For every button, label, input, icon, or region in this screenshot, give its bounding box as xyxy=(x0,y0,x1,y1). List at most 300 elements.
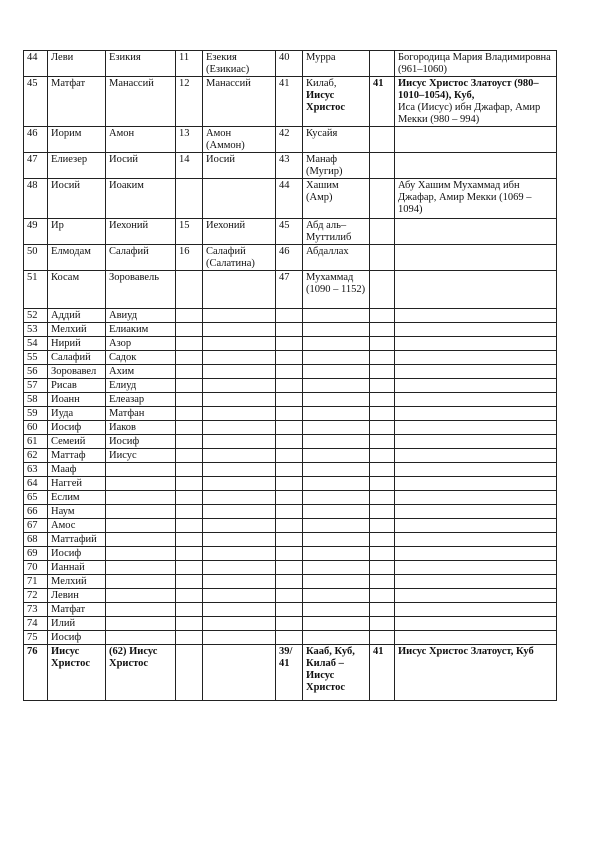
cell-text: 61 xyxy=(27,436,38,447)
name-col-c-cell xyxy=(203,337,276,351)
name-col-e-cell xyxy=(395,603,557,617)
name-col-e-cell xyxy=(395,179,557,219)
name-col-e-cell xyxy=(395,271,557,309)
table-row xyxy=(24,393,557,407)
row-number-cell xyxy=(24,477,48,491)
num-col-c-cell xyxy=(176,421,203,435)
num-col-e-cell xyxy=(370,179,395,219)
name-col-d-cell xyxy=(303,645,370,701)
num-col-d-cell xyxy=(276,449,303,463)
row-number-cell xyxy=(24,505,48,519)
cell-text: 16 xyxy=(179,246,190,257)
num-col-c-cell xyxy=(176,271,203,309)
name-col-e-cell xyxy=(395,51,557,77)
cell-text: Елиаким xyxy=(109,324,149,335)
cell-text: Аддий xyxy=(51,310,81,321)
name-col-b-cell xyxy=(106,379,176,393)
name-col-c-cell xyxy=(203,421,276,435)
cell-text: 48 xyxy=(27,180,38,191)
num-col-d-cell xyxy=(276,351,303,365)
num-col-d-cell xyxy=(276,631,303,645)
name-col-b-cell xyxy=(106,477,176,491)
cell-text: Авиуд xyxy=(109,310,138,321)
table-row xyxy=(24,309,557,323)
table-row xyxy=(24,435,557,449)
cell-text: 47 xyxy=(27,154,38,165)
name-col-c-cell xyxy=(203,519,276,533)
name-col-a-cell xyxy=(48,393,106,407)
table-row xyxy=(24,505,557,519)
num-col-d-cell xyxy=(276,309,303,323)
name-col-d-cell xyxy=(303,547,370,561)
table-row xyxy=(24,77,557,127)
table-row xyxy=(24,575,557,589)
cell-text: Иехоний xyxy=(109,220,149,231)
name-col-e-cell xyxy=(395,477,557,491)
cell-text: 54 xyxy=(27,338,38,349)
cell-text: 43 xyxy=(279,154,290,165)
num-col-e-cell xyxy=(370,245,395,271)
row-number-cell xyxy=(24,589,48,603)
row-number-cell xyxy=(24,575,48,589)
num-col-c-cell xyxy=(176,77,203,127)
cell-text: Иосий xyxy=(206,154,235,165)
cell-text: Иехоний xyxy=(206,220,246,231)
num-col-d-cell xyxy=(276,365,303,379)
num-col-e-cell xyxy=(370,617,395,631)
num-col-e-cell xyxy=(370,393,395,407)
num-col-d-cell xyxy=(276,505,303,519)
num-col-e-cell xyxy=(370,309,395,323)
cell-text: 41 xyxy=(373,646,384,657)
cell-text: 53 xyxy=(27,324,38,335)
num-col-c-cell xyxy=(176,323,203,337)
num-col-d-cell xyxy=(276,603,303,617)
name-col-d-cell xyxy=(303,153,370,179)
cell-text: 50 xyxy=(27,246,38,257)
cell-text: 75 xyxy=(27,632,38,643)
cell-text: 41 xyxy=(373,78,384,89)
cell-text: 65 xyxy=(27,492,38,503)
num-col-e-cell xyxy=(370,519,395,533)
name-col-c-cell xyxy=(203,505,276,519)
cell-text: 47 xyxy=(279,272,290,283)
row-number-cell xyxy=(24,337,48,351)
num-col-d-cell xyxy=(276,645,303,701)
cell-text: Мелхий xyxy=(51,576,87,587)
row-number-cell xyxy=(24,519,48,533)
num-col-c-cell xyxy=(176,309,203,323)
num-col-d-cell xyxy=(276,575,303,589)
cell-text: Семеий xyxy=(51,436,86,447)
cell-text: Мелхий xyxy=(51,324,87,335)
cell-text: Салафий xyxy=(51,352,91,363)
name-col-e-cell xyxy=(395,547,557,561)
table-row xyxy=(24,153,557,179)
row-number-cell xyxy=(24,351,48,365)
cell-text: Зоровавел xyxy=(51,366,97,377)
table-row xyxy=(24,491,557,505)
name-col-d-cell xyxy=(303,127,370,153)
cell-text: Езикия xyxy=(109,52,141,63)
name-col-d-cell xyxy=(303,505,370,519)
cell-text: Иосиф xyxy=(51,632,82,643)
row-number-cell xyxy=(24,51,48,77)
num-col-d-cell xyxy=(276,463,303,477)
name-col-d-cell xyxy=(303,407,370,421)
name-col-a-cell xyxy=(48,51,106,77)
name-col-b-cell xyxy=(106,561,176,575)
num-col-c-cell xyxy=(176,219,203,245)
name-col-c-cell xyxy=(203,271,276,309)
name-col-c-cell xyxy=(203,153,276,179)
name-col-a-cell xyxy=(48,179,106,219)
num-col-d-cell xyxy=(276,547,303,561)
name-col-b-cell xyxy=(106,393,176,407)
cell-text: 51 xyxy=(27,272,38,283)
cell-text: 73 xyxy=(27,604,38,615)
cell-text: Хашим (Амр) xyxy=(306,180,339,203)
cell-text: 55 xyxy=(27,352,38,363)
name-col-b-cell xyxy=(106,533,176,547)
name-col-c-cell xyxy=(203,575,276,589)
cell-text: Нирий xyxy=(51,338,81,349)
cell-text: Иосий xyxy=(51,180,80,191)
name-col-e-cell xyxy=(395,421,557,435)
cell-text: Амон (Аммон) xyxy=(206,128,245,151)
num-col-c-cell xyxy=(176,575,203,589)
num-col-e-cell xyxy=(370,421,395,435)
cell-text: Азор xyxy=(109,338,132,349)
name-col-e-cell xyxy=(395,435,557,449)
cell-text: Елиуд xyxy=(109,380,137,391)
table-body xyxy=(24,51,557,701)
table-row xyxy=(24,271,557,309)
name-col-d-cell xyxy=(303,589,370,603)
cell-text: 68 xyxy=(27,534,38,545)
cell-text: Мухаммад (1090 – 1152) xyxy=(306,272,366,295)
cell-text: Маттафий xyxy=(51,534,97,545)
genealogy-table xyxy=(23,50,557,701)
cell-text: Садок xyxy=(109,352,137,363)
num-col-d-cell xyxy=(276,491,303,505)
name-col-e-cell xyxy=(395,153,557,179)
cell-text: 62 xyxy=(27,450,38,461)
num-col-e-cell xyxy=(370,271,395,309)
name-col-b-cell xyxy=(106,153,176,179)
name-col-d-cell xyxy=(303,519,370,533)
row-number-cell xyxy=(24,407,48,421)
cell-text: 12 xyxy=(179,78,190,89)
name-col-d-cell xyxy=(303,575,370,589)
num-col-c-cell xyxy=(176,505,203,519)
row-number-cell xyxy=(24,435,48,449)
num-col-c-cell xyxy=(176,561,203,575)
cell-text: 15 xyxy=(179,220,190,231)
cell-text: Елиезер xyxy=(51,154,88,165)
row-number-cell xyxy=(24,245,48,271)
name-col-c-cell xyxy=(203,51,276,77)
cell-text: Абд аль–Муттилиб xyxy=(306,220,352,243)
name-col-e-cell xyxy=(395,631,557,645)
table-row xyxy=(24,449,557,463)
row-number-cell xyxy=(24,323,48,337)
num-col-e-cell xyxy=(370,477,395,491)
name-col-a-cell xyxy=(48,575,106,589)
cell-text: Левин xyxy=(51,590,79,601)
name-col-d-cell xyxy=(303,379,370,393)
num-col-c-cell xyxy=(176,153,203,179)
num-col-c-cell xyxy=(176,477,203,491)
name-col-c-cell xyxy=(203,219,276,245)
name-col-c-cell xyxy=(203,463,276,477)
num-col-d-cell xyxy=(276,435,303,449)
name-col-e-cell xyxy=(395,309,557,323)
num-col-d-cell xyxy=(276,77,303,127)
name-col-b-cell xyxy=(106,463,176,477)
name-col-a-cell xyxy=(48,561,106,575)
name-col-c-cell xyxy=(203,179,276,219)
name-col-b-cell xyxy=(106,631,176,645)
name-col-a-cell xyxy=(48,407,106,421)
cell-text: Иисус xyxy=(109,450,137,461)
num-col-d-cell xyxy=(276,127,303,153)
cell-text: 69 xyxy=(27,548,38,559)
num-col-e-cell xyxy=(370,505,395,519)
row-number-cell xyxy=(24,617,48,631)
num-col-e-cell xyxy=(370,435,395,449)
cell-text: Абдаллах xyxy=(306,246,349,257)
num-col-c-cell xyxy=(176,407,203,421)
name-col-e-cell xyxy=(395,505,557,519)
num-col-c-cell xyxy=(176,435,203,449)
cell-text: Иисус Христос Златоуст (980–1010–1054), Куб, xyxy=(398,78,539,101)
num-col-c-cell xyxy=(176,51,203,77)
name-col-b-cell xyxy=(106,77,176,127)
cell-text: Матфат xyxy=(51,604,86,615)
cell-text: Иаков xyxy=(109,422,137,433)
name-col-a-cell xyxy=(48,435,106,449)
cell-text: Иосий xyxy=(109,154,138,165)
num-col-d-cell xyxy=(276,271,303,309)
table-row xyxy=(24,421,557,435)
num-col-e-cell xyxy=(370,449,395,463)
name-col-a-cell xyxy=(48,589,106,603)
name-col-a-cell xyxy=(48,449,106,463)
row-number-cell xyxy=(24,491,48,505)
cell-text: Иосиф xyxy=(51,422,82,433)
cell-text: Манассий xyxy=(109,78,154,89)
cell-text: Наум xyxy=(51,506,75,517)
num-col-c-cell xyxy=(176,379,203,393)
name-col-a-cell xyxy=(48,127,106,153)
row-number-cell xyxy=(24,561,48,575)
name-col-b-cell xyxy=(106,491,176,505)
table-row xyxy=(24,323,557,337)
name-col-b-cell xyxy=(106,127,176,153)
name-col-a-cell xyxy=(48,365,106,379)
table-row xyxy=(24,179,557,219)
name-col-e-cell xyxy=(395,463,557,477)
name-col-d-cell xyxy=(303,435,370,449)
cell-text: 70 xyxy=(27,562,38,573)
name-col-c-cell xyxy=(203,379,276,393)
num-col-d-cell xyxy=(276,337,303,351)
name-col-d-cell xyxy=(303,477,370,491)
num-col-c-cell xyxy=(176,127,203,153)
cell-text-bold: Иисус Христос xyxy=(306,90,346,113)
num-col-d-cell xyxy=(276,407,303,421)
cell-text: Иоаким xyxy=(109,180,144,191)
name-col-c-cell xyxy=(203,449,276,463)
num-col-d-cell xyxy=(276,519,303,533)
num-col-e-cell xyxy=(370,77,395,127)
name-col-d-cell xyxy=(303,561,370,575)
name-col-b-cell xyxy=(106,351,176,365)
name-col-a-cell xyxy=(48,351,106,365)
name-col-a-cell xyxy=(48,491,106,505)
name-col-b-cell xyxy=(106,337,176,351)
row-number-cell xyxy=(24,309,48,323)
table-row xyxy=(24,51,557,77)
cell-text: Салафий (Салатина) xyxy=(206,246,255,269)
table-row xyxy=(24,603,557,617)
cell-text: 58 xyxy=(27,394,38,405)
num-col-d-cell xyxy=(276,393,303,407)
num-col-d-cell xyxy=(276,245,303,271)
cell-text: Рисав xyxy=(51,380,77,391)
name-col-e-cell xyxy=(395,127,557,153)
name-col-e-cell xyxy=(395,617,557,631)
name-col-d-cell xyxy=(303,365,370,379)
cell-text: Мурра xyxy=(306,52,336,63)
row-number-cell xyxy=(24,153,48,179)
name-col-b-cell xyxy=(106,505,176,519)
num-col-e-cell xyxy=(370,645,395,701)
row-number-cell xyxy=(24,365,48,379)
num-col-d-cell xyxy=(276,421,303,435)
cell-text: Матфат xyxy=(51,78,86,89)
table-row xyxy=(24,617,557,631)
cell-text: 74 xyxy=(27,618,38,629)
cell-text: (62) Иисус Христос xyxy=(109,646,158,669)
cell-text: 45 xyxy=(27,78,38,89)
num-col-e-cell xyxy=(370,51,395,77)
num-col-d-cell xyxy=(276,219,303,245)
name-col-d-cell xyxy=(303,51,370,77)
num-col-c-cell xyxy=(176,463,203,477)
name-col-b-cell xyxy=(106,617,176,631)
name-col-d-cell xyxy=(303,533,370,547)
name-col-e-cell xyxy=(395,77,557,127)
name-col-d-cell xyxy=(303,421,370,435)
cell-text: Еслим xyxy=(51,492,80,503)
cell-text: Мааф xyxy=(51,464,77,475)
num-col-e-cell xyxy=(370,589,395,603)
row-number-cell xyxy=(24,379,48,393)
cell-text-normal: Иса (Иисус) ибн Джафар, Амир Мекки (980 – 994) xyxy=(398,102,541,125)
cell-text: 42 xyxy=(279,128,290,139)
num-col-e-cell xyxy=(370,533,395,547)
row-number-cell xyxy=(24,393,48,407)
num-col-e-cell xyxy=(370,323,395,337)
cell-text: Амос xyxy=(51,520,76,531)
num-col-e-cell xyxy=(370,463,395,477)
name-col-e-cell xyxy=(395,589,557,603)
name-col-b-cell xyxy=(106,179,176,219)
name-col-a-cell xyxy=(48,245,106,271)
table-row xyxy=(24,463,557,477)
table-row xyxy=(24,127,557,153)
name-col-a-cell xyxy=(48,379,106,393)
table-row xyxy=(24,589,557,603)
row-number-cell xyxy=(24,421,48,435)
name-col-a-cell xyxy=(48,603,106,617)
cell-text: 45 xyxy=(279,220,290,231)
num-col-c-cell xyxy=(176,547,203,561)
name-col-d-cell xyxy=(303,179,370,219)
num-col-e-cell xyxy=(370,561,395,575)
num-col-e-cell xyxy=(370,575,395,589)
name-col-a-cell xyxy=(48,519,106,533)
cell-text: 40 xyxy=(279,52,290,63)
table-row xyxy=(24,645,557,701)
name-col-c-cell xyxy=(203,127,276,153)
num-col-d-cell xyxy=(276,51,303,77)
row-number-cell xyxy=(24,449,48,463)
num-col-e-cell xyxy=(370,379,395,393)
num-col-e-cell xyxy=(370,365,395,379)
num-col-d-cell xyxy=(276,533,303,547)
cell-text: Езекия (Езикиас) xyxy=(206,52,250,75)
name-col-c-cell xyxy=(203,351,276,365)
name-col-b-cell xyxy=(106,309,176,323)
cell-text: Наггей xyxy=(51,478,82,489)
cell-text: 11 xyxy=(179,52,190,63)
name-col-d-cell xyxy=(303,337,370,351)
cell-text: Иоанн xyxy=(51,394,80,405)
name-col-e-cell xyxy=(395,449,557,463)
table-row xyxy=(24,519,557,533)
name-col-b-cell xyxy=(106,323,176,337)
num-col-c-cell xyxy=(176,533,203,547)
cell-text: Косам xyxy=(51,272,80,283)
name-col-e-cell xyxy=(395,561,557,575)
cell-text: 56 xyxy=(27,366,38,377)
name-col-a-cell xyxy=(48,77,106,127)
cell-text: 14 xyxy=(179,154,190,165)
num-col-c-cell xyxy=(176,519,203,533)
name-col-a-cell xyxy=(48,271,106,309)
name-col-b-cell xyxy=(106,547,176,561)
cell-text: Иосиф xyxy=(51,548,82,559)
cell-text: 67 xyxy=(27,520,38,531)
name-col-d-cell xyxy=(303,393,370,407)
name-col-c-cell xyxy=(203,547,276,561)
num-col-d-cell xyxy=(276,379,303,393)
cell-text: 63 xyxy=(27,464,38,475)
name-col-b-cell xyxy=(106,271,176,309)
name-col-c-cell xyxy=(203,323,276,337)
row-number-cell xyxy=(24,77,48,127)
name-col-d-cell xyxy=(303,309,370,323)
name-col-d-cell xyxy=(303,219,370,245)
num-col-e-cell xyxy=(370,547,395,561)
num-col-c-cell xyxy=(176,179,203,219)
num-col-d-cell xyxy=(276,617,303,631)
row-number-cell xyxy=(24,547,48,561)
name-col-a-cell xyxy=(48,533,106,547)
